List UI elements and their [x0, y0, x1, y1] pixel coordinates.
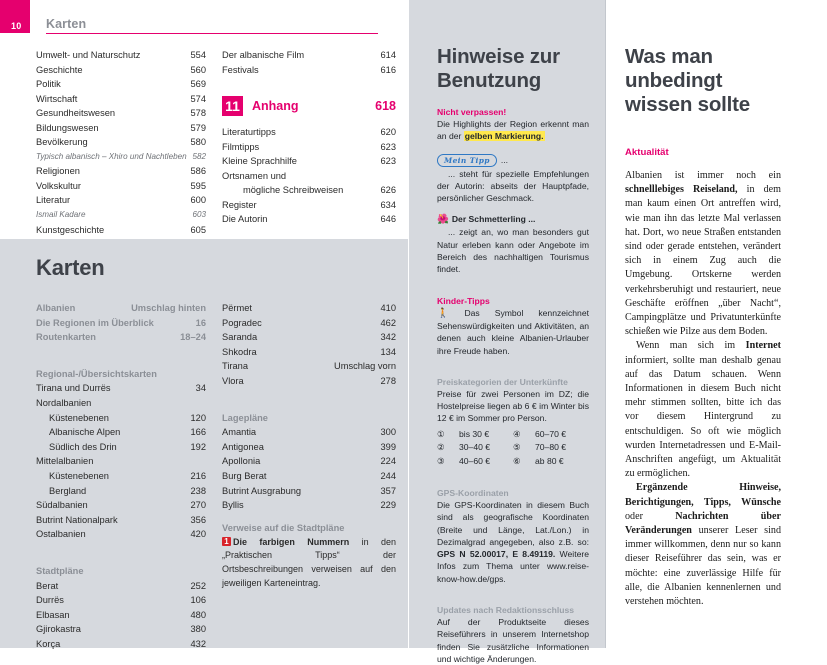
entry-page: 580: [190, 137, 206, 148]
toc-entry[interactable]: [222, 301, 396, 316]
entry-title: Apollonia: [222, 456, 261, 467]
entry-page: 244: [380, 470, 396, 481]
entry-page: 18–24: [180, 332, 206, 343]
entry-page: 605: [190, 224, 206, 235]
reference-note-body: [222, 536, 396, 590]
toc-entry[interactable]: [222, 198, 396, 213]
entry-title: Antigonea: [222, 441, 264, 452]
wissen-paragraph: [625, 169, 781, 339]
entry-page: 252: [190, 580, 206, 591]
aktualitaet-heading: Aktualität: [625, 147, 669, 158]
price-category-symbol: ④: [513, 428, 521, 439]
toc-column-1: [36, 48, 206, 252]
entry-page: 229: [380, 500, 396, 511]
toc-entry[interactable]: [36, 208, 206, 223]
entry-title: Butrint Ausgrabung: [222, 485, 302, 496]
mein-tipp-text: ... steht für spezielle Empfehlungen der Autorin: abseits der Hauptpfade, persönlicher Geschmack.: [437, 168, 589, 204]
entry-title: Vlora: [222, 375, 244, 386]
kinder-tipps-heading: Kinder-Tipps: [437, 295, 490, 306]
mein-tipp-dots: ...: [500, 155, 509, 166]
updates-heading: Updates nach Redaktionsschluss: [437, 605, 575, 616]
toc-entry[interactable]: [36, 121, 206, 136]
toc-entry[interactable]: [222, 425, 396, 440]
entry-page: 600: [190, 195, 206, 206]
toc-entry[interactable]: [36, 593, 206, 608]
entry-title: Politik: [36, 79, 61, 90]
entry-title: Byllis: [222, 500, 244, 511]
chapter-page: 618: [375, 99, 396, 114]
entry-page: 420: [190, 529, 206, 540]
toc-entry[interactable]: [36, 498, 206, 513]
entry-page: 300: [380, 427, 396, 438]
entry-title: Amantia: [222, 427, 257, 438]
karten-column-2: [222, 301, 396, 590]
entry-page: 106: [190, 595, 206, 606]
entry-page: 582: [192, 151, 206, 161]
schmetterling-heading-line: [437, 214, 589, 225]
spacer: [222, 389, 396, 401]
chapter-title: Anhang: [252, 99, 299, 114]
spacer: [437, 357, 589, 366]
child-icon: 🚶: [437, 307, 462, 319]
entry-title: Përmet: [222, 303, 252, 313]
entry-title: Albanische Alpen: [49, 427, 121, 438]
entry-title: Filmtipps: [222, 141, 260, 152]
karten-subheading: Regional-/Übersichtskarten: [36, 368, 157, 379]
entry-page: 342: [380, 332, 396, 343]
kinder-tipps-body: Das Symbol kennzeichnet Sehenswürdigkeiten und Aktivitäten, an denen auch kleine Albanien-Urlauber ihre Freude haben.: [437, 307, 589, 356]
entry-page: 356: [190, 514, 206, 525]
toc-entry[interactable]: [222, 316, 396, 331]
entry-page: 623: [380, 141, 396, 152]
toc-column-2: [222, 48, 396, 227]
entry-page: 216: [190, 470, 206, 481]
entry-title: Nordalbanien: [36, 397, 92, 408]
price-category-value: bis 30 €: [459, 428, 490, 439]
entry-title: Korça: [36, 638, 61, 649]
hinweise-heading: Hinweise zur Benutzung: [437, 45, 560, 92]
entry-title: Routenkarten: [36, 332, 96, 343]
schmetterling-text: ... zeigt an, wo man besonders gut Natur erleben kann oder Angebote im Bereich des nachhaltigen Tourismus findet.: [437, 227, 589, 275]
entry-title: Saranda: [222, 332, 258, 343]
price-category-symbol: ①: [437, 428, 445, 439]
toc-entry[interactable]: [36, 63, 206, 78]
toc-entry[interactable]: [222, 63, 396, 78]
entry-page: 614: [380, 50, 396, 60]
price-category-cell: [513, 428, 589, 441]
entry-title: Pogradec: [222, 317, 262, 328]
entry-title: Der albanische Film: [222, 50, 305, 60]
spacer: [36, 542, 206, 554]
spacer: [437, 468, 589, 477]
karten-column-2-list: [222, 301, 396, 513]
toc-entry[interactable]: [36, 316, 206, 331]
reference-note-bold: Die farbigen Nummern: [233, 536, 350, 547]
price-category-row: [437, 441, 589, 454]
entry-title: Literatur: [36, 195, 71, 206]
price-category-symbol: ⑤: [513, 442, 521, 453]
entry-title: Elbasan: [36, 609, 70, 620]
toc-entry[interactable]: [36, 223, 206, 238]
kinder-tipps-text: [437, 307, 589, 357]
entry-title: Kunstgeschichte: [36, 224, 105, 235]
price-category-cell: [437, 455, 513, 468]
entry-page: 134: [380, 346, 396, 357]
toc-entry[interactable]: [36, 77, 206, 92]
toc-entry[interactable]: [222, 454, 396, 469]
entry-page: Umschlag hinten: [131, 303, 206, 313]
entry-page: 623: [380, 156, 396, 167]
wissen-paragraph: [625, 481, 781, 609]
entry-title: Typisch albanisch – Xhiro und Nachtleben: [36, 151, 187, 161]
entry-page: 270: [190, 500, 206, 511]
updates-text: Auf der Produktseite dieses Reiseführers in unserem Internetshop finden Sie zusätzliche Informationen und wichtige Änderungen.: [437, 617, 589, 664]
entry-title: Die Autorin: [222, 214, 268, 225]
entry-page: 432: [190, 638, 206, 649]
toc-entry[interactable]: [36, 637, 206, 652]
nicht-verpassen-heading: Nicht verpassen!: [437, 107, 507, 117]
hinweise-panel: [409, 0, 605, 664]
entry-title: Durrës: [36, 595, 64, 606]
body-text: Wenn man sich im: [636, 340, 746, 352]
table-of-contents: [0, 42, 408, 238]
toc-entry[interactable]: [222, 345, 396, 360]
toc-entry[interactable]: [222, 125, 396, 140]
price-category-row: [437, 455, 589, 468]
body-text: unserer Leser sind immer willkommen, denn nur so kann dieser Reiseführer das sein, was er möchte: eine zuverlässige Hilfe für alle, die Albanien kennenlernen und verstehen möchten.: [625, 525, 781, 608]
wissen-heading: Was man unbedingt wissen sollte: [625, 45, 751, 116]
entry-title: Küstenebenen: [49, 470, 109, 481]
toc-entry[interactable]: [36, 301, 206, 316]
spacer: [437, 204, 589, 213]
running-head-left: Karten: [46, 17, 87, 31]
entry-title: Kleine Sprachhilfe: [222, 156, 297, 167]
entry-page: 278: [380, 375, 396, 386]
entry-title: Bergland: [49, 485, 87, 496]
entry-page: 586: [190, 166, 206, 177]
entry-page: 603: [192, 210, 206, 220]
schmetterling-heading: Der Schmetterling ...: [451, 214, 536, 225]
entry-title: Ismail Kadare: [36, 210, 86, 220]
toc-entry[interactable]: [36, 179, 206, 194]
emphasis-text: Nachrichten über Veränderungen: [625, 510, 781, 537]
entry-page: 626: [380, 185, 396, 196]
entry-page: 120: [190, 412, 206, 423]
toc-entry[interactable]: [222, 140, 396, 155]
emphasis-text: Ergänzende Hinweise, Berichtigungen, Tipps, Wünsche: [625, 482, 781, 508]
entry-page: 560: [190, 64, 206, 75]
reference-note-rest: in den „Praktischen Tipps“ der Ortsbeschreibungen verweisen auf den jeweiligen Karteneintrag.: [222, 536, 396, 588]
toc-entry[interactable]: [36, 164, 206, 179]
body-text: informiert, sollte man deshalb genau auf das Datum schauen. Wenn Informationen in diesem Buch nicht mehr stimmen sollten, bitte ich das vor diesem Hintergrund zu entschuldigen. So oft wie möglich wurden Internetadressen und E-Mail-Anschriften angefügt, um Aktualität zu ermöglichen.: [625, 354, 781, 480]
nicht-verpassen-text: [437, 118, 589, 143]
price-category-cell: [437, 428, 513, 441]
toc-entry[interactable]: [222, 498, 396, 513]
entry-page: 238: [190, 485, 206, 496]
entry-page: 380: [190, 624, 206, 635]
karten-heading: Karten: [36, 255, 105, 280]
toc-entry[interactable]: [36, 469, 206, 484]
price-category-symbol: ⑥: [513, 455, 521, 466]
price-category-value: 30–40 €: [459, 442, 491, 453]
entry-title: Tirana und Durrës: [36, 383, 111, 394]
entry-page: 16: [195, 317, 206, 328]
entry-page: Umschlag vorn: [333, 361, 396, 372]
gps-text: [437, 499, 589, 585]
toc-entry[interactable]: [36, 381, 206, 396]
toc-entry[interactable]: [36, 579, 206, 594]
entry-title: Albanien: [36, 303, 76, 313]
gps-text-before: Die GPS-Koordinaten in diesem Buch sind als geografische Koordinaten (Breite und Länge, Lat./Lon.) in Dezimalgrad angegeben, also z.B. so:: [437, 499, 589, 547]
entry-page: 574: [190, 93, 206, 104]
gps-heading: GPS-Koordinaten: [437, 487, 509, 498]
toc-entry[interactable]: [222, 169, 396, 184]
entry-page: 569: [190, 79, 206, 90]
entry-title: Südlich des Drin: [49, 441, 117, 452]
toc-entry[interactable]: [36, 484, 206, 499]
header-rule-left: [46, 33, 378, 34]
price-category-symbol: ③: [437, 455, 445, 466]
entry-title: Tirana: [222, 361, 249, 372]
toc-entry[interactable]: [36, 622, 206, 637]
entry-title: Ortsnamen und: [222, 170, 287, 181]
entry-title: Mittelalbanien: [36, 456, 94, 467]
toc-column-2-bottom: [222, 125, 396, 227]
entry-page: 399: [380, 441, 396, 452]
entry-page: 595: [190, 180, 206, 191]
emphasis-text: schnelllebiges Reiseland,: [625, 184, 738, 196]
stadtplan-reference-note: [222, 523, 396, 590]
entry-title: Gjirokastra: [36, 624, 81, 635]
price-category-cell: [513, 455, 589, 468]
entry-title: Geschichte: [36, 64, 83, 75]
toc-entry[interactable]: [36, 193, 206, 208]
entry-page: 480: [190, 609, 206, 620]
preiskategorien-intro: Preise für zwei Personen im DZ; die Hostelpreise liegen ab 6 € im Winter bis 12 € im Sommer pro Person.: [437, 388, 589, 424]
toc-entry[interactable]: [222, 48, 396, 63]
price-category-cell: [437, 441, 513, 454]
spacer: [437, 585, 589, 594]
toc-entry[interactable]: [36, 513, 206, 528]
gps-text-after: Weitere Infos zum Thema unter www.reise-know-how.de/gps.: [437, 549, 589, 584]
entry-title: Bildungswesen: [36, 122, 99, 133]
price-category-symbol: ②: [437, 442, 445, 453]
toc-entry[interactable]: [36, 135, 206, 150]
spacer: [437, 276, 589, 285]
gps-coordinates: GPS N 52.00017, E 8.49119.: [437, 549, 556, 560]
toc-entry[interactable]: [36, 150, 206, 165]
toc-entry[interactable]: [222, 440, 396, 455]
toc-entry[interactable]: [36, 425, 206, 440]
entry-page: 554: [190, 50, 206, 60]
toc-entry[interactable]: [36, 527, 206, 542]
toc-entry[interactable]: [222, 469, 396, 484]
toc-entry[interactable]: [36, 48, 206, 63]
yellow-highlight: gelben Markierung.: [464, 131, 544, 142]
entry-title: Butrint Nationalpark: [36, 514, 118, 525]
entry-title: Berat: [36, 580, 59, 591]
toc-spacer: [222, 77, 396, 91]
entry-title: Die Regionen im Überblick: [36, 317, 154, 328]
wissen-paragraph: [625, 339, 781, 481]
spacer: [36, 345, 206, 357]
price-category-value: 70–80 €: [535, 442, 567, 453]
karten-subheading: Stadtpläne: [36, 565, 84, 576]
entry-title: Bevölkerung: [36, 137, 88, 148]
chapter-number: 11: [222, 96, 243, 116]
entry-page: 616: [380, 64, 396, 75]
entry-title: mögliche Schreibweisen: [243, 185, 344, 196]
mein-tipp-badge: Mein Tipp: [437, 154, 497, 167]
toc-entry[interactable]: [222, 374, 396, 389]
body-text: in dem man kaum einen Ort antreffen wird, wie man ihn das letzte Mal verlassen hat. Dort, wo neue Straßen entstanden sind oder gerade entstehen, verändert sich in einem Zug auch die Umgebung. Ortskerne werden verkehrsberuhigt und restauriert, neue Geschäfte eröffnen „über Nacht“, Campingplätze und Privatunterkünfte schießen wie Pilze aus dem Boden.: [625, 184, 781, 338]
wissen-body: [625, 169, 781, 609]
entry-title: Literaturtipps: [222, 127, 276, 138]
entry-title: Burg Berat: [222, 470, 267, 481]
butterfly-icon: 🌺: [437, 214, 449, 226]
entry-page: 646: [380, 214, 396, 225]
spacer: [437, 143, 589, 152]
toc-entry[interactable]: [222, 212, 396, 227]
entry-title: Küstenebenen: [49, 412, 109, 423]
nicht-verpassen-text-before: Die Highlights der Region erkennt man an der: [437, 119, 589, 142]
toc-entry[interactable]: [36, 608, 206, 623]
price-category-value: ab 80 €: [535, 455, 564, 466]
entry-page: 357: [380, 485, 396, 496]
toc-entry[interactable]: [36, 454, 206, 469]
entry-title: Religionen: [36, 166, 80, 177]
price-category-table: [437, 428, 589, 468]
entry-title: Register: [222, 199, 257, 210]
body-text: oder: [625, 510, 676, 522]
entry-page: 166: [190, 427, 206, 438]
entry-page: 634: [380, 199, 396, 210]
entry-title: Gesundheitswesen: [36, 108, 116, 119]
preiskategorien-heading: Preiskategorien der Unterkünfte: [437, 376, 568, 387]
entry-title: Volkskultur: [36, 180, 81, 191]
entry-title: Festivals: [222, 64, 259, 75]
toc-entry[interactable]: [36, 92, 206, 107]
price-category-cell: [513, 441, 589, 454]
entry-title: Südalbanien: [36, 500, 88, 511]
red-number-badge: 1: [222, 537, 231, 546]
karten-subheading: Lagepläne: [222, 412, 268, 423]
entry-page: 224: [380, 456, 396, 467]
price-category-row: [437, 428, 589, 441]
body-text: Albanien ist immer noch ein: [625, 170, 781, 181]
toc-entry[interactable]: [36, 106, 206, 121]
entry-page: 192: [190, 441, 206, 452]
price-category-value: 40–60 €: [459, 455, 491, 466]
entry-page: 620: [380, 127, 396, 138]
entry-page: 34: [195, 383, 206, 394]
toc-entry[interactable]: [36, 411, 206, 426]
toc-entry[interactable]: [36, 330, 206, 345]
reference-note-heading: Verweise auf die Stadtpläne: [222, 522, 345, 533]
entry-title: Shkodra: [222, 346, 257, 357]
toc-entry[interactable]: [36, 440, 206, 455]
toc-entry[interactable]: [222, 154, 396, 169]
wissen-panel: [606, 0, 827, 648]
entry-title: Ostalbanien: [36, 529, 86, 540]
toc-entry[interactable]: [222, 330, 396, 345]
entry-title: Umwelt- und Naturschutz: [36, 50, 141, 60]
toc-entry[interactable]: [36, 396, 206, 411]
emphasis-text: Internet: [745, 340, 781, 352]
entry-title: Wirtschaft: [36, 93, 78, 104]
entry-page: 410: [380, 303, 396, 313]
mein-tipp-line: [437, 154, 589, 167]
karten-panel: [0, 239, 408, 648]
toc-column-2-top: [222, 48, 396, 77]
toc-entry[interactable]: [222, 359, 396, 374]
karten-column-1: [36, 301, 206, 651]
toc-entry[interactable]: [222, 183, 396, 198]
chapter-entry-anhang[interactable]: [222, 96, 396, 116]
toc-entry[interactable]: [222, 484, 396, 499]
entry-page: 462: [380, 317, 396, 328]
entry-page: 578: [190, 108, 206, 119]
entry-page: 579: [190, 122, 206, 133]
price-category-value: 60–70 €: [535, 428, 567, 439]
page-number-left: 10: [11, 21, 22, 31]
